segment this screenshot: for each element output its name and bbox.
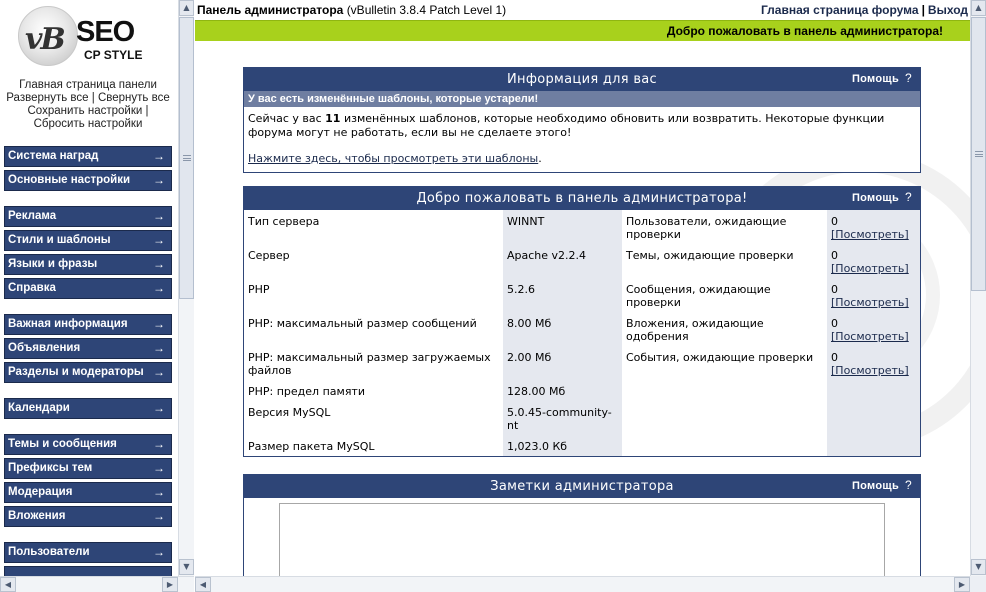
info-panel-title: Информация для вас — [507, 72, 657, 87]
help-label: Помощь — [851, 192, 900, 204]
nav-important-info[interactable] — [4, 314, 172, 335]
empty-cell — [622, 401, 827, 435]
nav-thread-prefixes[interactable] — [4, 458, 172, 479]
moderation-count-cell — [827, 244, 920, 278]
info-value: 2.00 Мб — [503, 346, 622, 380]
scroll-thumb[interactable] — [179, 17, 194, 299]
left-panel-links — [0, 79, 176, 131]
left-navigation-frame — [0, 0, 178, 576]
arrow-right-icon: → — [153, 341, 165, 355]
arrow-right-icon: → — [153, 233, 165, 247]
nav-label: Языки и фразы — [8, 258, 98, 270]
nav-label: Система наград — [8, 150, 99, 162]
forum-home-link[interactable]: Главная страница форума — [760, 3, 919, 17]
info-panel — [243, 67, 921, 173]
nav-label: Объявления — [8, 342, 81, 354]
help-question-icon: ? — [905, 478, 912, 492]
expand-all-link[interactable]: Развернуть все — [6, 92, 89, 104]
info-label: PHP: предел памяти — [244, 380, 503, 401]
logo-subtitle: CP STYLE — [84, 48, 143, 62]
moderation-count: 0 — [831, 351, 838, 364]
scroll-down-icon: ▼ — [975, 562, 982, 571]
moderation-count-cell — [827, 210, 920, 244]
admin-notes-textarea[interactable] — [279, 503, 885, 576]
admin-notes-title: Заметки администратора — [490, 479, 674, 494]
logo-vb-text: vB — [25, 22, 64, 57]
help-label: Помощь — [851, 73, 900, 85]
help-button[interactable] — [852, 475, 912, 497]
empty-cell — [827, 380, 920, 401]
version-label: (vBulletin 3.8.4 Patch Level 1) — [346, 3, 507, 17]
scroll-down-button[interactable] — [179, 559, 194, 575]
arrow-right-icon: → — [153, 257, 165, 271]
help-label: Помощь — [851, 480, 900, 492]
nav-styles-templates[interactable] — [4, 230, 172, 251]
arrow-right-icon: → — [153, 281, 165, 295]
grip-icon — [183, 155, 191, 161]
scroll-up-button[interactable] — [971, 0, 986, 16]
nav-label: Справка — [8, 282, 56, 294]
arrow-right-icon: → — [153, 365, 165, 379]
scroll-right-button[interactable] — [162, 577, 178, 592]
nav-label: Вложения — [8, 510, 66, 522]
view-threads-link[interactable]: [Посмотреть] — [831, 262, 909, 275]
empty-cell — [827, 401, 920, 435]
left-frame-horizontal-scrollbar[interactable] — [0, 576, 194, 592]
moderation-label: События, ожидающие проверки — [622, 346, 827, 380]
nav-calendars[interactable] — [4, 398, 172, 419]
nav-next-item-cut[interactable] — [4, 566, 172, 576]
scroll-right-icon: ▶ — [166, 580, 174, 589]
arrow-right-icon: → — [153, 437, 165, 451]
nav-label: Темы и сообщения — [8, 438, 117, 450]
info-value: 1,023.0 Кб — [503, 435, 622, 456]
table-row — [244, 435, 920, 456]
moderation-count-cell — [827, 346, 920, 380]
moderation-count-cell — [827, 278, 920, 312]
arrow-right-icon: → — [153, 209, 165, 223]
arrow-right-icon: → — [153, 485, 165, 499]
main-content-frame — [195, 0, 970, 576]
info-panel-body — [244, 107, 920, 172]
info-label: PHP — [244, 278, 503, 312]
welcome-panel — [243, 186, 921, 457]
template-count: 11 — [325, 112, 341, 125]
main-frame-horizontal-scrollbar[interactable] — [195, 576, 970, 592]
help-button[interactable] — [852, 187, 912, 209]
nav-forums-moderators[interactable] — [4, 362, 172, 383]
table-row — [244, 346, 920, 380]
nav-label: Важная информация — [8, 318, 128, 330]
logo-seo-text: SEO — [76, 16, 135, 48]
nav-label: Префиксы тем — [8, 462, 93, 474]
info-value: 5.2.6 — [503, 278, 622, 312]
link-separator: | — [921, 3, 925, 17]
info-label: PHP: максимальный размер загружаемых файлов — [244, 346, 503, 380]
nav-label: Основные настройки — [8, 174, 131, 186]
moderation-count: 0 — [831, 317, 838, 330]
info-label: Версия MySQL — [244, 401, 503, 435]
moderation-label: Сообщения, ожидающие проверки — [622, 278, 827, 312]
table-row — [244, 312, 920, 346]
arrow-right-icon: → — [153, 509, 165, 523]
view-users-link[interactable]: [Посмотреть] — [831, 228, 909, 241]
arrow-right-icon: → — [153, 317, 165, 331]
scroll-right-button[interactable] — [954, 577, 970, 592]
scroll-left-button[interactable] — [0, 577, 16, 592]
admin-notes-panel — [243, 474, 921, 576]
nav-languages-phrases[interactable] — [4, 254, 172, 275]
table-row — [244, 210, 920, 244]
scroll-left-icon: ◀ — [4, 580, 12, 589]
info-label: Тип сервера — [244, 210, 503, 244]
help-question-icon: ? — [905, 71, 912, 85]
info-value: 128.00 Мб — [503, 380, 622, 401]
moderation-count-cell — [827, 312, 920, 346]
scroll-up-button[interactable] — [179, 0, 194, 16]
table-row — [244, 278, 920, 312]
nav-advertising[interactable] — [4, 206, 172, 227]
scroll-thumb[interactable] — [971, 17, 986, 291]
top-bar — [195, 0, 970, 20]
info-label: Размер пакета MySQL — [244, 435, 503, 456]
info-text-after: изменённых шаблонов, которые необходимо обновить или возвратить. Некоторые функции форума могут не работать, если вы не сделаете этого! — [248, 112, 885, 139]
vbseo-logo — [18, 6, 158, 68]
arrow-right-icon: → — [153, 149, 165, 163]
view-attachments-link[interactable]: [Посмотреть] — [831, 330, 909, 343]
logout-link[interactable]: Выход — [927, 3, 968, 17]
info-text-before: Сейчас у вас — [248, 112, 326, 125]
scroll-left-icon: ◀ — [199, 580, 207, 589]
link-separator: | — [91, 92, 95, 104]
arrow-right-icon: → — [153, 173, 165, 187]
info-value: Apache v2.2.4 — [503, 244, 622, 278]
moderation-label: Пользователи, ожидающие проверки — [622, 210, 827, 244]
link-end: . — [538, 152, 542, 165]
view-events-link[interactable]: [Посмотреть] — [831, 364, 909, 377]
nav-label: Модерация — [8, 486, 73, 498]
scroll-left-button[interactable] — [195, 577, 211, 592]
panel-home-link[interactable]: Главная страница панели — [19, 79, 157, 91]
page-title — [197, 0, 506, 20]
server-info-table — [244, 210, 920, 456]
nav-moderation[interactable] — [4, 482, 172, 503]
scrollbar-corner — [970, 576, 986, 592]
grip-icon — [975, 151, 983, 157]
moderation-count: 0 — [831, 215, 838, 228]
scroll-down-icon: ▼ — [183, 562, 190, 571]
help-button[interactable] — [852, 68, 912, 90]
nav-attachments[interactable] — [4, 506, 172, 527]
collapse-all-link[interactable]: Свернуть все — [97, 92, 170, 104]
nav-label: Календари — [8, 402, 70, 414]
table-row — [244, 244, 920, 278]
main-frame-vertical-scrollbar[interactable] — [970, 0, 986, 576]
info-label: Сервер — [244, 244, 503, 278]
info-label: PHP: максимальный размер сообщений — [244, 312, 503, 346]
help-question-icon: ? — [905, 190, 912, 204]
outdated-templates-warning: У вас есть изменённые шаблоны, которые устарели! — [244, 91, 920, 107]
nav-awards-system[interactable] — [4, 146, 172, 167]
empty-cell — [622, 380, 827, 401]
table-row — [244, 380, 920, 401]
scroll-up-icon: ▲ — [183, 3, 190, 12]
welcome-banner: Добро пожаловать в панель администратора! — [195, 20, 970, 41]
nav-help[interactable] — [4, 278, 172, 299]
table-row — [244, 401, 920, 435]
nav-label: Стили и шаблоны — [8, 234, 111, 246]
moderation-count: 0 — [831, 283, 838, 296]
nav-basic-settings[interactable] — [4, 170, 172, 191]
arrow-right-icon: → — [153, 545, 165, 559]
nav-threads-posts[interactable] — [4, 434, 172, 455]
nav-users[interactable] — [4, 542, 172, 563]
info-value: WINNT — [503, 210, 622, 244]
nav-announcements[interactable] — [4, 338, 172, 359]
nav-label: Разделы и модераторы — [8, 366, 144, 378]
info-value: 8.00 Мб — [503, 312, 622, 346]
empty-cell — [827, 435, 920, 456]
welcome-panel-title: Добро пожаловать в панель администратора! — [416, 191, 748, 206]
moderation-label: Темы, ожидающие проверки — [622, 244, 827, 278]
moderation-count: 0 — [831, 249, 838, 262]
top-links — [761, 0, 968, 20]
empty-cell — [622, 435, 827, 456]
nav-label: Реклама — [8, 210, 57, 222]
info-value: 5.0.45-community-nt — [503, 401, 622, 435]
info-message — [248, 112, 916, 139]
reset-settings-link[interactable]: Сбросить настройки — [33, 118, 143, 130]
view-posts-link[interactable]: [Посмотреть] — [831, 296, 909, 309]
scroll-right-icon: ▶ — [958, 580, 966, 589]
admin-notes-header — [244, 475, 920, 498]
info-panel-header — [244, 68, 920, 91]
admin-panel-title: Панель администратора — [197, 3, 344, 17]
link-separator: | — [145, 105, 149, 117]
scroll-down-button[interactable] — [971, 559, 986, 575]
left-frame-vertical-scrollbar[interactable] — [178, 0, 194, 576]
welcome-panel-header — [244, 187, 920, 210]
moderation-label: Вложения, ожидающие одобрения — [622, 312, 827, 346]
arrow-right-icon: → — [153, 461, 165, 475]
view-templates-link[interactable]: Нажмите здесь, чтобы просмотреть эти шаблоны — [248, 152, 539, 165]
arrow-right-icon: → — [153, 401, 165, 415]
scroll-up-icon: ▲ — [975, 3, 982, 12]
save-settings-link[interactable]: Сохранить настройки — [27, 105, 143, 117]
nav-label: Пользователи — [8, 546, 90, 558]
